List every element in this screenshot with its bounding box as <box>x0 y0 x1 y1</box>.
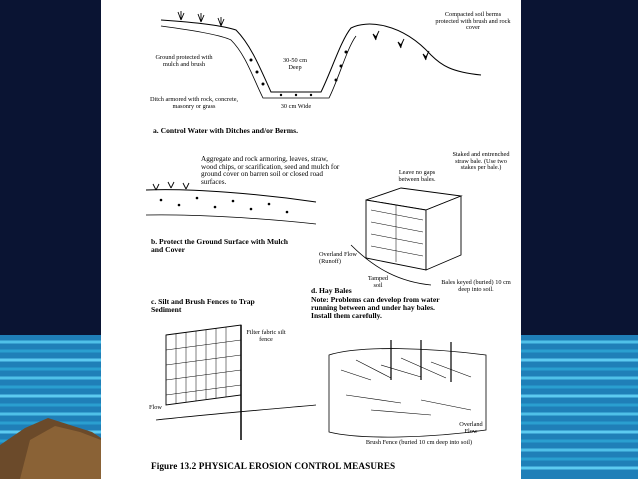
hay-bales-drawing <box>351 188 461 285</box>
no-gaps-label: Leave no gaps between bales. <box>398 169 436 183</box>
tamped-soil-label: Tamped soil <box>367 275 389 289</box>
panel-b-caption: b. Protect the Ground Surface with Mulch and Cover <box>151 237 289 254</box>
staked-bale-label: Staked and entrenched straw bale. (Use two stakes per bale.) <box>452 151 510 172</box>
flow-label: Flow <box>149 404 162 411</box>
silt-fence-drawing <box>156 325 316 440</box>
panel-c-caption: c. Silt and Brush Fences to Trap Sediment <box>151 297 255 314</box>
mulch-note: Aggregate and rock armoring, leaves, straw, wood chips, or scarification, seed and mulch for ground cover on barren soil or closed road surfaces. <box>201 155 340 186</box>
depth-label: 30-50 cm Deep <box>283 57 307 71</box>
figure-title: Figure 13.2 PHYSICAL EROSION CONTROL MEASURES <box>151 461 396 471</box>
filter-fabric-label: Filter fabric silt fence <box>246 329 286 343</box>
ditch-label: Ditch armored with rock, concrete, masonry or grass <box>149 96 239 110</box>
overland-flow-label-d: Overland Flow (Runoff) <box>319 251 357 265</box>
bales-keyed-label: Bales keyed (buried) 10 cm deep into soil. <box>441 279 511 293</box>
ground-protected-label: Ground protected with mulch and brush <box>155 54 213 68</box>
figure-page <box>101 0 521 479</box>
panel-a-caption: a. Control Water with Ditches and/or Berms. <box>153 126 298 135</box>
overland-flow-label-e: Overland Flow <box>459 421 483 435</box>
width-label: 30 cm Wide <box>280 103 312 110</box>
berms-label: Compacted soil berms protected with brush and rock cover <box>435 11 511 32</box>
panel-d-caption: d. Hay Bales <box>311 286 352 295</box>
panel-d-note: Note: Problems can develop from water running between and under hay bales. Install them carefully. <box>311 295 440 320</box>
mulch-cover-drawing <box>146 182 316 224</box>
brush-fence-label: Brush Fence (buried 10 cm deep into soil) <box>365 439 473 446</box>
